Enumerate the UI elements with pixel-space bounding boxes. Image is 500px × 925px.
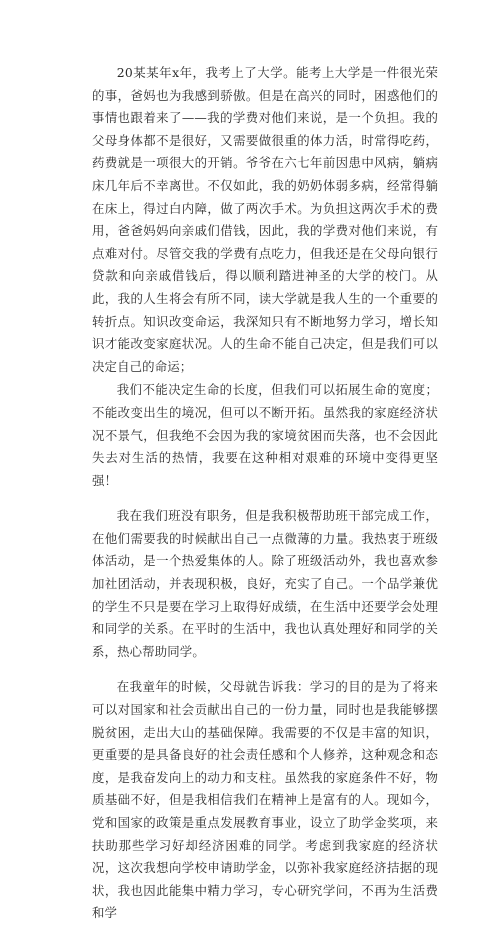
paragraph-1: 20某某年x年，我考上了大学。能考上大学是一件很光荣的事，爸妈也为我感到骄傲。但是在高兴的同时，困惑他们的事情也跟着来了——我的学费对他们来说，是一个负担。我的父母身体都不是很好，又需要做很重的体力活，时常得吃药，药费就是一项很大的开销。爷爷在六七年前因患中风病，躺病床几年后不幸离世。不仅如此，我的奶奶体弱多病，经常得躺在床上，得过白内障，做了两次手术。为负担这两次手术的费用，爸爸妈妈向亲戚们借钱，因此，我的学费对他们来说，有点难对付。尽管交我的学费有点吃力，但我还是在父母向银行贷款和向亲戚借钱后，得以顺利踏进神圣的大学的校门。从此，我的人生将会有所不同，读大学就是我人生的一个重要的转折点。知识改变命运，我深知只有不断地努力学习，增长知识才能改变家庭状况。人的生命不能自己决定，但是我们可以决定自己的命运； [92,65,438,374]
paragraph-4: 在我童年的时候，父母就告诉我：学习的目的是为了将来可以对国家和社会贡献出自己的一份力量，同时也是我能够摆脱贫困，走出大山的基础保障。我需要的不仅是丰富的知识，更重要的是具备良好的社会责任感和个人修养，这种观念和态度，是我奋发向上的动力和支柱。虽然我的家庭条件不好，物质基础不好，但是我相信我们在精神上是富有的人。现如今，党和国家的政策是重点发展教育事业，设立了助学金奖项，来扶助那些学习好却经济困难的同学。考虑到我家庭的经济状况，这次我想向学校申请助学金，以弥补我家庭经济拮据的现状，我也因此能集中精力学习，专心研究学问，不再为生活费和学 [92,679,438,921]
paragraph-3: 我在我们班没有职务，但是我积极帮助班干部完成工作，在他们需要我的时候献出自己一点微薄的力量。我热衷于班级体活动，是一个热爱集体的人。除了班级活动外，我也喜欢参加社团活动，并表现积极，良好，充实了自己。一个品学兼优的学生不只是要在学习上取得好成绩，在生活中还要学会处理和同学的关系。在平时的生活中，我也认真处理好和同学的关系，热心帮助同学。 [92,508,438,659]
document-body [92,62,438,925]
paragraph-2: 我们不能决定生命的长度，但我们可以拓展生命的宽度；不能改变出生的境况，但可以不断开拓。虽然我的家庭经济状况不景气，但我绝不会因为我的家境贫困而失落，也不会因此失去对生活的热情，我要在这种相对艰难的环境中变得更坚强！ [92,382,438,488]
